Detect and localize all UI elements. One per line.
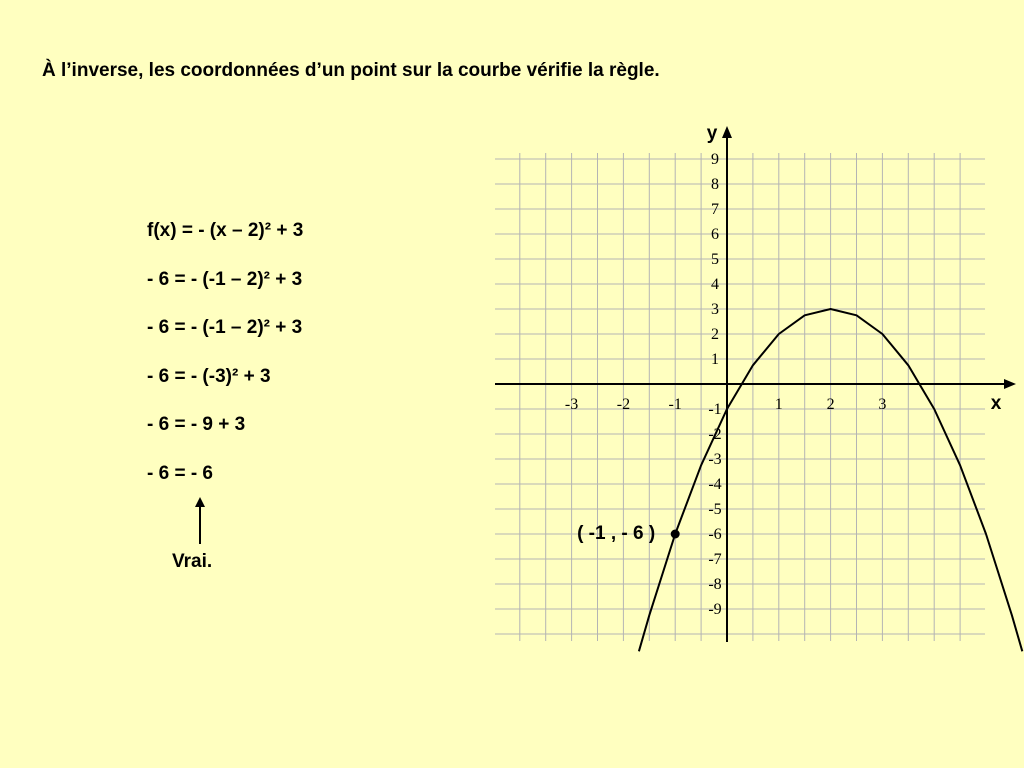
y-tick-label: -6 xyxy=(708,526,722,543)
step-substitution: - 6 = - (-1 – 2)² + 3 xyxy=(147,268,303,290)
x-axis-label: x xyxy=(990,393,1002,414)
y-tick-label: 7 xyxy=(711,201,719,218)
page-title: À l’inverse, les coordonnées d’un point sur la courbe vérifie la règle. xyxy=(42,60,660,81)
y-tick-label: 9 xyxy=(711,151,719,168)
x-tick-label: 3 xyxy=(878,396,887,413)
y-tick-label: -2 xyxy=(708,426,722,443)
y-tick-label: 1 xyxy=(711,351,719,368)
x-tick-label: -1 xyxy=(668,396,682,413)
step-parenthesis: - 6 = - (-3)² + 3 xyxy=(147,365,271,387)
x-tick-label: 2 xyxy=(826,396,835,413)
verdict-label: Vrai. xyxy=(172,551,213,572)
y-tick-label: -1 xyxy=(708,401,722,418)
y-tick-label: 4 xyxy=(711,276,719,293)
x-tick-label: -2 xyxy=(616,396,631,413)
point-marker xyxy=(671,530,680,539)
x-tick-label: -3 xyxy=(564,396,579,413)
y-tick-label: 8 xyxy=(711,176,719,193)
y-tick-label: -5 xyxy=(708,501,722,518)
point-label: ( -1 , - 6 ) xyxy=(577,523,656,544)
y-tick-label: 6 xyxy=(711,226,719,243)
x-tick-label: 1 xyxy=(774,396,783,413)
y-tick-label: -8 xyxy=(708,576,722,593)
x-axis-arrow-icon xyxy=(1004,379,1016,389)
step-substitution-repeat: - 6 = - (-1 – 2)² + 3 xyxy=(147,317,303,339)
y-tick-label: 5 xyxy=(711,251,719,268)
y-tick-label: -3 xyxy=(708,451,722,468)
y-tick-label: -9 xyxy=(708,601,722,618)
step-result: - 6 = - 6 xyxy=(147,462,213,484)
y-axis-arrow-icon xyxy=(722,126,732,138)
y-axis-label: y xyxy=(706,123,718,144)
step-square: - 6 = - 9 + 3 xyxy=(147,414,246,436)
plot-axes xyxy=(495,126,1016,642)
y-tick-label: 3 xyxy=(711,301,719,318)
y-tick-label: 2 xyxy=(711,326,719,343)
y-tick-label: -7 xyxy=(708,551,722,568)
step-equation-rule: f(x) = - (x – 2)² + 3 xyxy=(147,220,304,241)
y-tick-label: -4 xyxy=(708,476,722,493)
